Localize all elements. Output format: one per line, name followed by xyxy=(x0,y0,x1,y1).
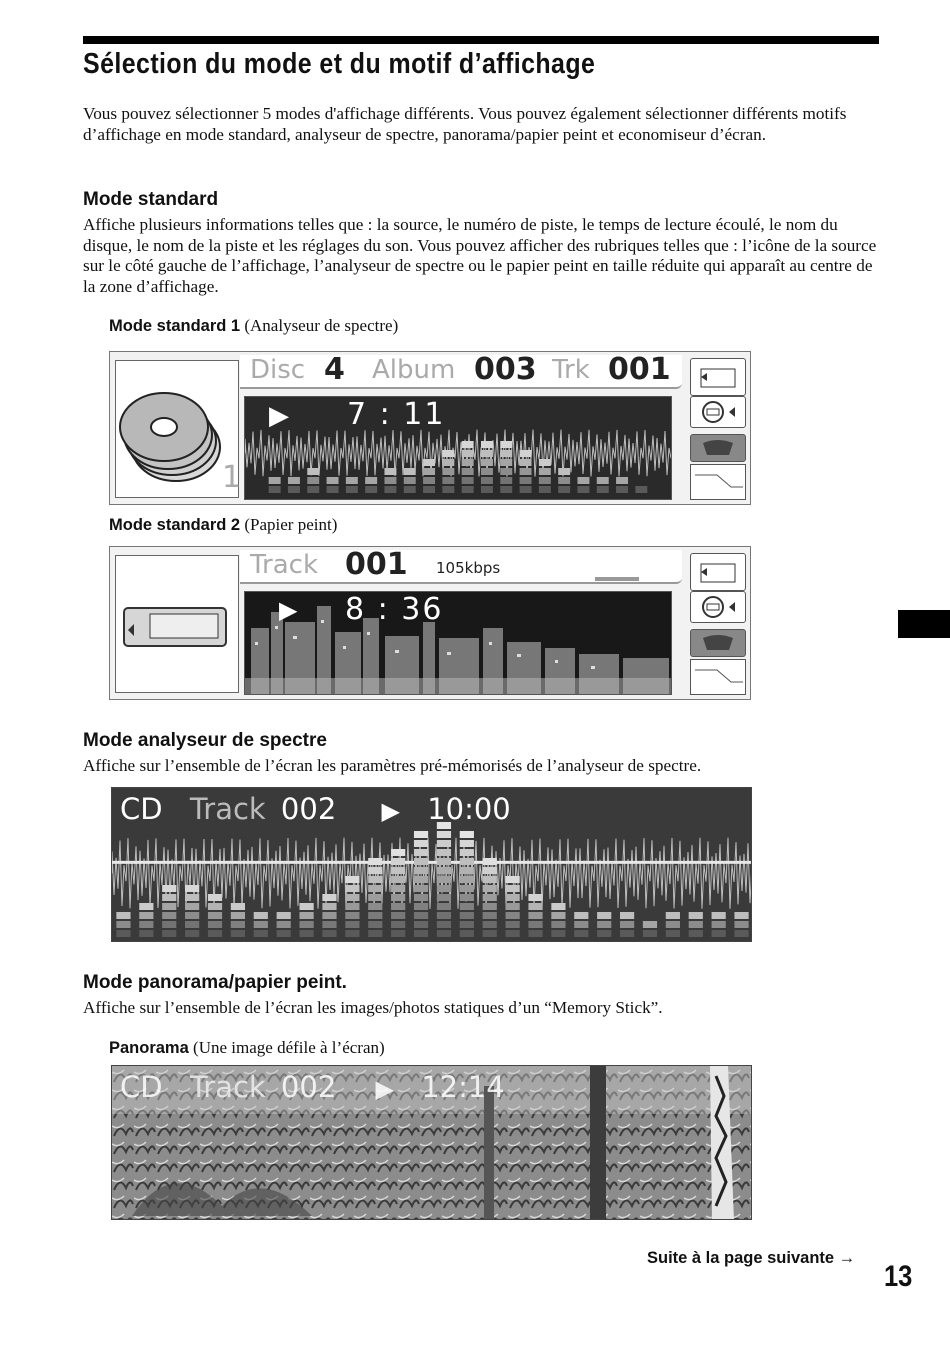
wallpaper-panel xyxy=(244,591,672,695)
spectrum-bar-segment xyxy=(254,921,268,928)
spectrum-bar-segment xyxy=(139,930,153,937)
spectrum-bar-segment xyxy=(520,468,532,475)
source-icon-box xyxy=(115,555,239,693)
spectrum-bar-segment xyxy=(391,921,405,928)
spectrum-bar-segment xyxy=(414,867,428,874)
spectrum-bar-segment xyxy=(483,885,497,892)
elapsed-time: 12:14 xyxy=(421,1070,505,1104)
spectrum-bar-segment xyxy=(208,921,222,928)
spectrum-bar-segment xyxy=(712,921,726,928)
eq-icon xyxy=(690,629,746,657)
spectrum-bar-segment xyxy=(391,894,405,901)
spectrum-bar-segment xyxy=(423,468,435,475)
spectrum-bar-segment xyxy=(500,477,512,484)
source-circle-icon xyxy=(690,591,746,623)
spectrum-bar-segment xyxy=(414,903,428,910)
spectrum-bar-segment xyxy=(442,450,454,457)
spectrum-bar-segment xyxy=(288,486,300,493)
spectrum-bar-segment xyxy=(689,912,703,919)
spectrum-bar-segment xyxy=(500,450,512,457)
screen-standard-1 xyxy=(109,351,751,505)
spectrum-bar-segment xyxy=(689,921,703,928)
spectrum-bar-segment xyxy=(506,921,520,928)
spectrum-bar-segment xyxy=(162,912,176,919)
spectrum-bar-segment xyxy=(437,912,451,919)
heading-mode-panorama: Mode panorama/papier peint. xyxy=(83,972,347,993)
spectrum-bar-segment xyxy=(116,912,130,919)
spectrum-bar-segment xyxy=(322,912,336,919)
spectrum-bar-segment xyxy=(254,912,268,919)
spectrum-bar-segment xyxy=(500,441,512,448)
spectrum-bar-segment xyxy=(666,930,680,937)
spectrum-bar-segment xyxy=(384,477,396,484)
spectrum-bar-segment xyxy=(506,912,520,919)
eq-icon xyxy=(690,434,746,462)
heading-mode-spectrum: Mode analyseur de spectre xyxy=(83,730,327,751)
track-label: Track xyxy=(189,792,266,826)
spectrum-bar-segment xyxy=(462,441,474,448)
spectrum-bar-segment xyxy=(162,921,176,928)
spectrum-bar-segment xyxy=(597,477,609,484)
spectrum-bar-segment xyxy=(597,912,611,919)
play-icon: ▶ xyxy=(375,1075,394,1103)
spectrum-bar-segment xyxy=(597,921,611,928)
elapsed-time: 7 : 11 xyxy=(347,397,446,432)
spectrum-bar-segment xyxy=(460,867,474,874)
spectrum-bar-segment xyxy=(368,921,382,928)
spectrum-bar-segment xyxy=(391,858,405,865)
spectrum-bar-segment xyxy=(712,930,726,937)
spectrum-bar-segment xyxy=(384,468,396,475)
play-icon: ▶ xyxy=(269,401,289,431)
spectrum-bar-segment xyxy=(185,885,199,892)
section-tab xyxy=(898,610,950,638)
spectrum-bar-segment xyxy=(539,486,551,493)
spectrum-bar-segment xyxy=(558,486,570,493)
spectrum-bar-segment xyxy=(734,930,748,937)
level-bar xyxy=(595,577,639,581)
spectrum-bar-segment xyxy=(231,912,245,919)
spectrum-bar-segment xyxy=(620,930,634,937)
page-number: 13 xyxy=(884,1260,913,1293)
spectrum-bar-segment xyxy=(162,903,176,910)
spectrum-bar-segment xyxy=(437,921,451,928)
spectrum-bar-segment xyxy=(734,921,748,928)
spectrum-bar-segment xyxy=(574,921,588,928)
spectrum-bar-segment xyxy=(139,912,153,919)
spectrum-bar-segment xyxy=(277,930,291,937)
spectrum-bar-segment xyxy=(500,486,512,493)
spectrum-bar-segment xyxy=(208,930,222,937)
spectrum-bar-segment xyxy=(231,921,245,928)
spectrum-bar-segment xyxy=(322,894,336,901)
spectrum-bar-segment xyxy=(483,921,497,928)
spectrum-bar-segment xyxy=(437,885,451,892)
spectrum-bar-segment xyxy=(574,912,588,919)
spectrum-bar-segment xyxy=(185,903,199,910)
screen-standard-2 xyxy=(109,546,751,700)
spectrum-bar-segment xyxy=(643,930,657,937)
spectrum-bar-segment xyxy=(345,912,359,919)
spectrum-bar-segment xyxy=(506,903,520,910)
spectrum-bar-segment xyxy=(254,930,268,937)
spectrum-bar-segment xyxy=(345,921,359,928)
spectrum-bar-segment xyxy=(346,477,358,484)
right-icon-column xyxy=(684,352,751,505)
spectrum-bar-segment xyxy=(414,930,428,937)
spectrum-bar-segment xyxy=(162,885,176,892)
spectrum-bar-segment xyxy=(558,477,570,484)
spectrum-bar-segment xyxy=(483,903,497,910)
spectrum-bar-segment xyxy=(481,468,493,475)
status-row xyxy=(120,1070,505,1104)
spectrum-bar-segment xyxy=(208,903,222,910)
spectrum-bar-segment xyxy=(483,894,497,901)
spectrum-bar-segment xyxy=(208,912,222,919)
disc-label: Disc xyxy=(250,355,306,385)
spectrum-bar-segment xyxy=(460,912,474,919)
spectrum-bar-segment xyxy=(345,894,359,901)
spectrum-bar-segment xyxy=(520,450,532,457)
spectrum-bar-segment xyxy=(483,930,497,937)
spectrum-bar-segment xyxy=(460,885,474,892)
spectrum-bar-segment xyxy=(365,486,377,493)
spectrum-bar-segment xyxy=(345,885,359,892)
screen-panorama xyxy=(111,1065,752,1220)
spectrum-bar-segment xyxy=(269,477,281,484)
continued-next-page: Suite à la page suivante → xyxy=(647,1249,856,1267)
spectrum-bar-segment xyxy=(506,876,520,883)
spectrum-bar-segment xyxy=(139,903,153,910)
track-value: 002 xyxy=(280,792,337,826)
spectrum-bar-segment xyxy=(528,930,542,937)
spectrum-bar-segment xyxy=(368,912,382,919)
spectrum-bar-segment xyxy=(551,903,565,910)
spectrum-bar-segment xyxy=(327,486,339,493)
spectrum-bar-segment xyxy=(368,894,382,901)
memory-stick-icon xyxy=(690,358,746,396)
spectrum-bar-segment xyxy=(460,921,474,928)
spectrum-bar-segment xyxy=(391,876,405,883)
spectrum-bar-segment xyxy=(414,831,428,838)
spectrum-bar-segment xyxy=(643,921,657,928)
play-icon: ▶ xyxy=(381,797,400,825)
spectrum-bar-segment xyxy=(460,831,474,838)
trk-label: Trk xyxy=(552,355,590,385)
spectrum-bar-segment xyxy=(404,468,416,475)
spectrum-bar-segment xyxy=(185,930,199,937)
spectrum-bar-segment xyxy=(481,486,493,493)
spectrum-bar-segment xyxy=(539,477,551,484)
spectrum-bar-segment xyxy=(528,921,542,928)
spectrum-bar-segment xyxy=(414,885,428,892)
memory-stick-icon xyxy=(690,553,746,591)
spectrum-bar-segment xyxy=(437,903,451,910)
track-value: 002 xyxy=(280,1070,337,1104)
spectrum-bar-segment xyxy=(551,912,565,919)
spectrum-bar-segment xyxy=(391,849,405,856)
album-label: Album xyxy=(372,355,456,385)
elapsed-time: 10:00 xyxy=(427,792,511,826)
play-icon: ▶ xyxy=(279,596,298,624)
spectrum-bar-segment xyxy=(460,849,474,856)
spectrum-bar-segment xyxy=(322,930,336,937)
spectrum-bar-segment xyxy=(185,921,199,928)
spectrum-bar-segment xyxy=(437,858,451,865)
spectrum-bar-segment xyxy=(462,459,474,466)
spectrum-bar-segment xyxy=(442,477,454,484)
right-icon-column xyxy=(684,547,751,700)
standard-paragraph: Affiche plusieurs informations telles que : la source, le numéro de piste, le temps de lecture écoulé, le nom du disque, le nom de la piste et les réglages du son. Vous pouvez afficher des rubriques telles que : l’icône de la source sur le côté gauche de l’affichage, l’analyseur de spectre ou le papier peint en taille réduite qui apparaît au centre de la zone d’affichage. xyxy=(83,215,877,296)
spectrum-bar-segment xyxy=(345,930,359,937)
spectrum-bar-segment xyxy=(368,903,382,910)
spectrum-bar-segment xyxy=(116,930,130,937)
spectrum-bar-segment xyxy=(345,903,359,910)
city-wallpaper-image xyxy=(245,592,671,694)
heading-mode-standard: Mode standard xyxy=(83,189,219,210)
spectrum-bar-segment xyxy=(437,867,451,874)
spectrum-bar-segment xyxy=(414,858,428,865)
spectrum-bar-segment xyxy=(231,903,245,910)
spectrum-bar-segment xyxy=(437,849,451,856)
caption-note: (Une image défile à l’écran) xyxy=(193,1038,385,1057)
status-row xyxy=(120,792,511,826)
spectrum-bar-segment xyxy=(460,930,474,937)
spectrum-bar-segment xyxy=(404,486,416,493)
spectrum-bar-segment xyxy=(666,912,680,919)
spectrum-bar-segment xyxy=(616,486,628,493)
trk-value: 001 xyxy=(608,352,671,387)
spectrum-bar-segment xyxy=(368,930,382,937)
spectrum-midline xyxy=(112,861,752,864)
spectrum-bar-segment xyxy=(391,912,405,919)
spectrum-bar-segment xyxy=(269,486,281,493)
spectrum-bar-segment xyxy=(620,912,634,919)
spectrum-bar-segment xyxy=(322,903,336,910)
spectrum-bar-segment xyxy=(666,921,680,928)
spectrum-bar-segment xyxy=(577,477,589,484)
spectrum-bar-segment xyxy=(734,912,748,919)
spectrum-bar-segment xyxy=(185,912,199,919)
caption-mode-standard-1 xyxy=(109,316,398,336)
spectrum-bar-segment xyxy=(506,930,520,937)
spectrum-bar-segment xyxy=(423,459,435,466)
spectrum-paragraph: Affiche sur l’ensemble de l’écran les paramètres pré-mémorisés de l’analyseur de spectre. xyxy=(83,756,702,775)
spectrum-bar-segment xyxy=(551,921,565,928)
side-number: 1 xyxy=(222,460,242,495)
spectrum-bar-segment xyxy=(322,921,336,928)
spectrum-bar-segment xyxy=(483,912,497,919)
top-rule xyxy=(83,36,879,44)
spectrum-bar-segment xyxy=(689,930,703,937)
spectrum-bar-segment xyxy=(307,486,319,493)
spectrum-bar-segment xyxy=(437,831,451,838)
spectrum-bar-segment xyxy=(414,849,428,856)
track-label: Track xyxy=(189,1070,266,1104)
caption-label: Mode standard 2 xyxy=(109,516,241,534)
spectrum-bar-segment xyxy=(620,921,634,928)
spectrum-bar-segment xyxy=(597,930,611,937)
spectrum-bar-segment xyxy=(414,894,428,901)
spectrum-bar-segment xyxy=(299,921,313,928)
spectrum-bar-segment xyxy=(462,477,474,484)
spectrum-bar-segment xyxy=(288,477,300,484)
spectrum-bar-segment xyxy=(460,840,474,847)
spectrum-bar-segment xyxy=(481,441,493,448)
spectrum-bar-segment xyxy=(460,894,474,901)
spectrum-bar-segment xyxy=(481,459,493,466)
spectrum-bar-segment xyxy=(528,903,542,910)
caption-label: Panorama xyxy=(109,1039,189,1057)
spectrum-bar-segment xyxy=(462,486,474,493)
spectrum-bar-segment xyxy=(414,921,428,928)
spectrum-bar-segment xyxy=(437,840,451,847)
disc-stack-icon xyxy=(116,361,238,497)
spectrum-bar-segment xyxy=(365,477,377,484)
spectrum-bar-segment xyxy=(520,486,532,493)
spectrum-bar-segment xyxy=(712,912,726,919)
caption-mode-standard-2 xyxy=(109,515,337,535)
spectrum-bar-segment xyxy=(423,477,435,484)
spectrum-bar-segment xyxy=(162,894,176,901)
spectrum-bar-segment xyxy=(437,894,451,901)
spectrum-bar-segment xyxy=(414,876,428,883)
panorama-paragraph: Affiche sur l’ensemble de l’écran les images/photos statiques d’un “Memory Stick”. xyxy=(83,998,663,1017)
caption-note: (Papier peint) xyxy=(244,515,338,534)
spectrum-bar-segment xyxy=(520,477,532,484)
spectrum-bar-segment xyxy=(437,930,451,937)
spectrum-bar-segment xyxy=(368,876,382,883)
spectrum-bar-segment xyxy=(460,903,474,910)
bitrate: 105kbps xyxy=(436,559,501,577)
spectrum-bar-segment xyxy=(327,477,339,484)
disc-value: 4 xyxy=(324,352,345,387)
spectrum-bar-segment xyxy=(574,930,588,937)
spectrum-bar-segment xyxy=(346,486,358,493)
spectrum-bar-segment xyxy=(500,459,512,466)
spectrum-bar-segment xyxy=(460,858,474,865)
spectrum-bar-segment xyxy=(539,459,551,466)
spectrum-bar-segment xyxy=(442,468,454,475)
spectrum-bar-segment xyxy=(423,486,435,493)
page-title: Sélection du mode et du motif d’affichage xyxy=(83,48,596,80)
spectrum-bar-segment xyxy=(299,930,313,937)
spectrum-bar-segment xyxy=(635,486,647,493)
sound-curve-icon xyxy=(690,659,746,695)
spectrum-bar-segment xyxy=(616,477,628,484)
memory-stick-icon xyxy=(116,556,238,692)
spectrum-bar-segment xyxy=(481,477,493,484)
spectrum-bar-segment xyxy=(442,486,454,493)
spectrum-bar-segment xyxy=(185,894,199,901)
spectrum-bar-segment xyxy=(506,885,520,892)
source-circle-icon xyxy=(690,396,746,428)
spectrum-bar-segment xyxy=(483,876,497,883)
spectrum-bar-segment xyxy=(368,885,382,892)
spectrum-bar-segment xyxy=(299,912,313,919)
spectrum-bar-segment xyxy=(528,894,542,901)
spectrum-bar-segment xyxy=(404,477,416,484)
spectrum-bar-segment xyxy=(462,468,474,475)
track-label: Track xyxy=(250,550,319,580)
spectrum-bar-segment xyxy=(277,921,291,928)
spectrum-analyser xyxy=(245,397,671,499)
spectrum-bar-segment xyxy=(391,885,405,892)
spectrum-bar-segment xyxy=(442,459,454,466)
source-label: CD xyxy=(120,792,163,826)
caption-note: (Analyseur de spectre) xyxy=(244,316,399,335)
spectrum-bar-segment xyxy=(384,486,396,493)
caption-panorama xyxy=(109,1038,385,1058)
spectrum-bar-segment xyxy=(368,867,382,874)
spectrum-bar-segment xyxy=(277,912,291,919)
spectrum-bar-segment xyxy=(414,912,428,919)
spectrum-bar-segment xyxy=(551,930,565,937)
spectrum-bar-segment xyxy=(139,921,153,928)
spectrum-bar-segment xyxy=(391,930,405,937)
spectrum-bar-segment xyxy=(437,876,451,883)
spectrum-bar-segment xyxy=(462,450,474,457)
spectrum-bar-segment xyxy=(391,867,405,874)
spectrum-bar-segment xyxy=(577,486,589,493)
spectrum-bar-segment xyxy=(391,903,405,910)
elapsed-time: 8 : 36 xyxy=(345,592,444,627)
sound-curve-icon xyxy=(690,464,746,500)
spectrum-bar-segment xyxy=(558,468,570,475)
spectrum-bar-segment xyxy=(307,477,319,484)
spectrum-bar-segment xyxy=(483,867,497,874)
album-value: 003 xyxy=(474,352,537,387)
spectrum-bar-segment xyxy=(116,921,130,928)
spectrum-bar-segment xyxy=(368,858,382,865)
spectrum-bar-segment xyxy=(483,858,497,865)
spectrum-bar-segment xyxy=(460,876,474,883)
spectrum-bar-segment xyxy=(506,894,520,901)
caption-label: Mode standard 1 xyxy=(109,317,241,335)
intro-paragraph: Vous pouvez sélectionner 5 modes d'affichage différents. Vous pouvez également sélectionner différents motifs d’affichage en mode standard, analyseur de spectre, panorama/papier peint et economiseur d’écran. xyxy=(83,104,847,144)
spectrum-bar-segment xyxy=(162,930,176,937)
spectrum-bar-segment xyxy=(528,912,542,919)
spectrum-bar-segment xyxy=(597,486,609,493)
source-label: CD xyxy=(120,1070,163,1104)
spectrum-bar-segment xyxy=(414,840,428,847)
screen-spectrum-analyser xyxy=(111,787,752,942)
spectrum-bar-segment xyxy=(481,450,493,457)
spectrum-bar-segment xyxy=(539,468,551,475)
spectrum-bar-segment xyxy=(520,459,532,466)
spectrum-bar-segment xyxy=(500,468,512,475)
spectrum-bar-segment xyxy=(299,903,313,910)
spectrum-bar-segment xyxy=(231,930,245,937)
spectrum-bar-segment xyxy=(307,468,319,475)
track-value: 001 xyxy=(345,547,408,582)
spectrum-bar-segment xyxy=(345,876,359,883)
spectrum-panel xyxy=(244,396,672,500)
spectrum-bar-segment xyxy=(208,894,222,901)
source-icon-box xyxy=(115,360,242,498)
